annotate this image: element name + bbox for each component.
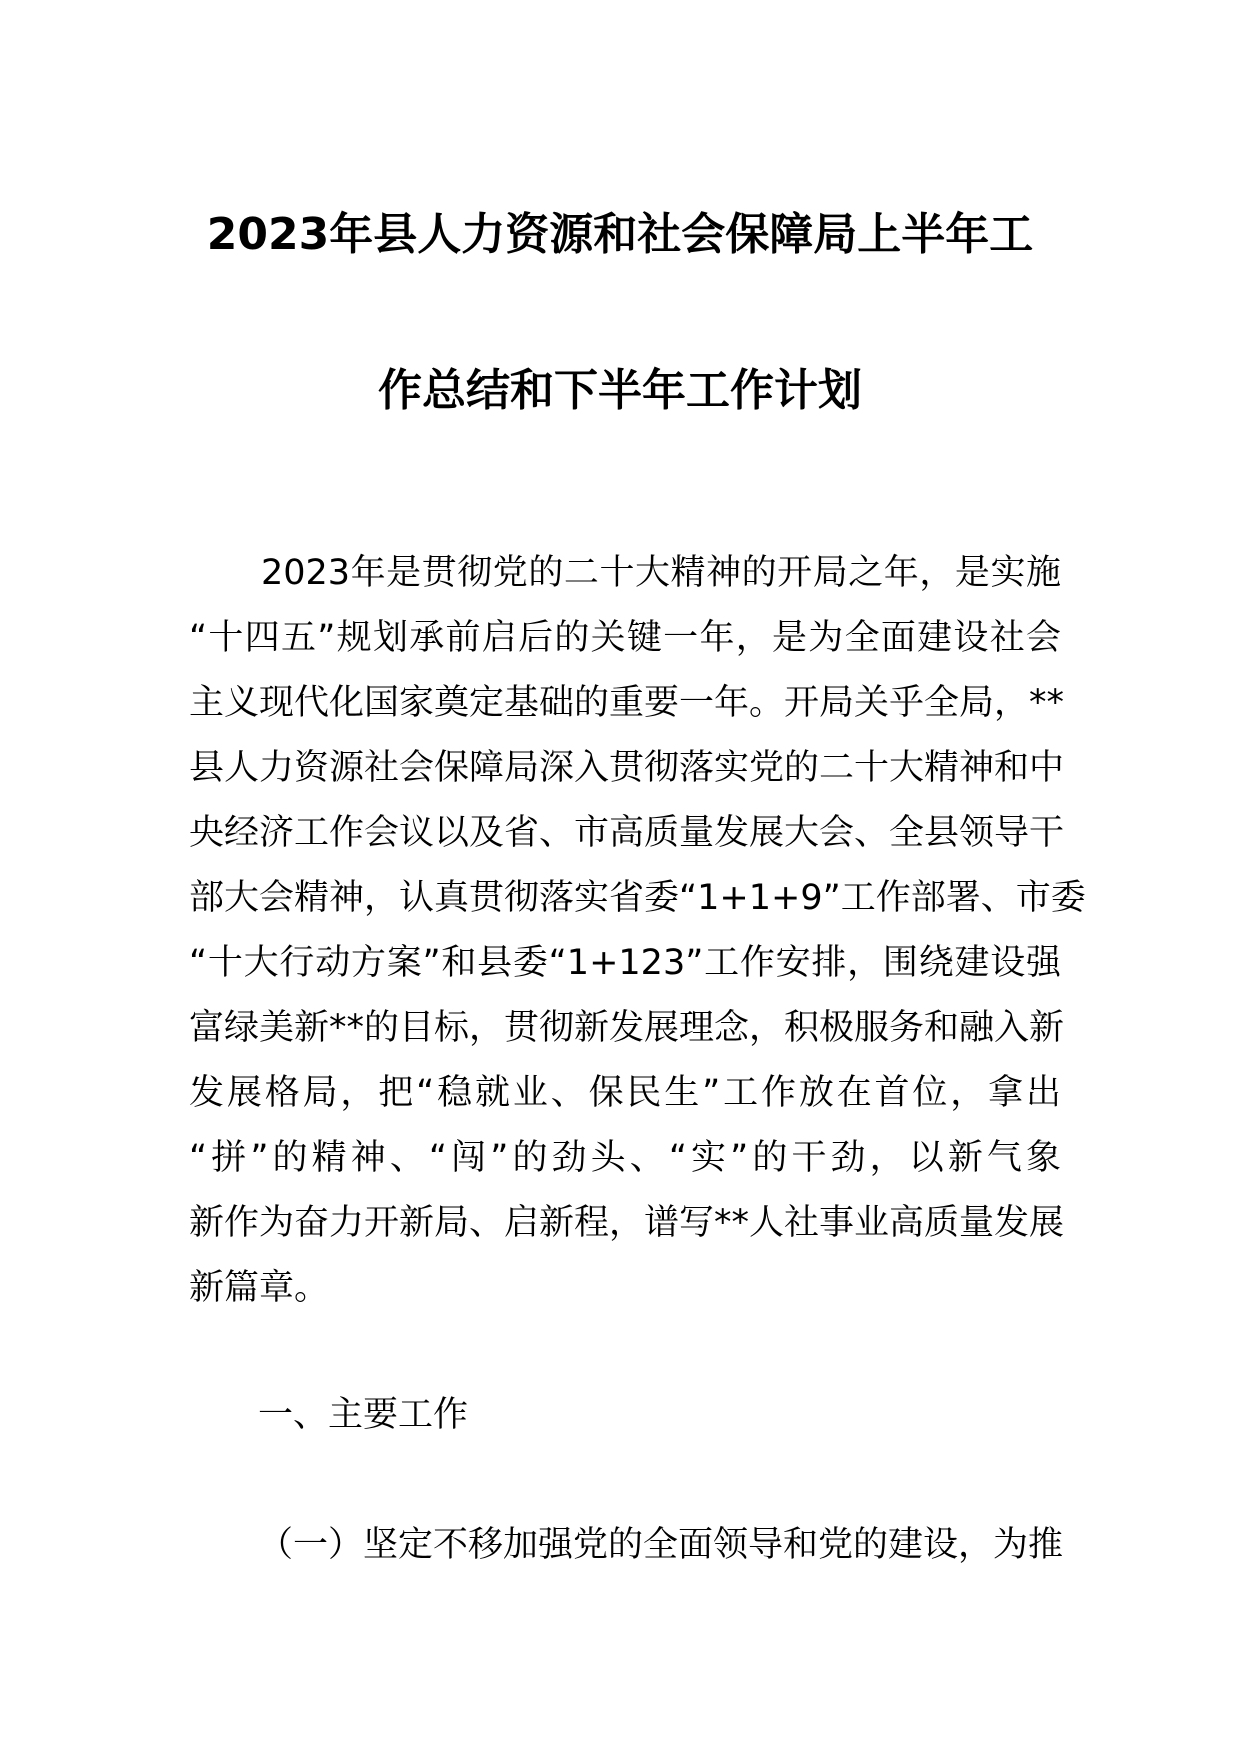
paragraph-line: 新作为奋力开新局、启新程，谱写**人社事业高质量发展 bbox=[189, 1203, 1065, 1243]
subsection-heading: （一）坚定不移加强党的全面领导和党的建设，为推 bbox=[258, 1525, 1064, 1565]
paragraph-line: 主义现代化国家奠定基础的重要一年。开局关乎全局，** bbox=[189, 683, 1065, 723]
intro-paragraph bbox=[189, 548, 1086, 1328]
paragraph-line: 新篇章。 bbox=[189, 1268, 330, 1308]
document-title-line-1: 2023年县人力资源和社会保障局上半年工 bbox=[206, 209, 1034, 260]
section-heading: 一、主要工作 bbox=[258, 1395, 469, 1435]
paragraph-line: “十四五”规划承前启后的关键一年，是为全面建设社会 bbox=[189, 618, 1061, 658]
paragraph-line: 县人力资源社会保障局深入贯彻落实党的二十大精神和中 bbox=[189, 748, 1065, 788]
paragraph-line: 2023年是贯彻党的二十大精神的开局之年，是实施 bbox=[261, 553, 1061, 593]
paragraph-line: 富绿美新**的目标，贯彻新发展理念，积极服务和融入新 bbox=[189, 1008, 1065, 1048]
paragraph-line: 央经济工作会议以及省、市高质量发展大会、全县领导干 bbox=[189, 813, 1065, 853]
paragraph-line: “拼”的精神、“闯”的劲头、“实”的干劲，以新气象 bbox=[189, 1138, 1061, 1178]
document-title-line-2: 作总结和下半年工作计划 bbox=[378, 365, 862, 416]
paragraph-line: 发展格局，把“稳就业、保民生”工作放在首位，拿出 bbox=[189, 1073, 1061, 1113]
paragraph-line: 部大会精神，认真贯彻落实省委“1+1+9”工作部署、市委 bbox=[189, 878, 1086, 918]
paragraph-line: “十大行动方案”和县委“1+123”工作安排，围绕建设强 bbox=[189, 943, 1061, 983]
